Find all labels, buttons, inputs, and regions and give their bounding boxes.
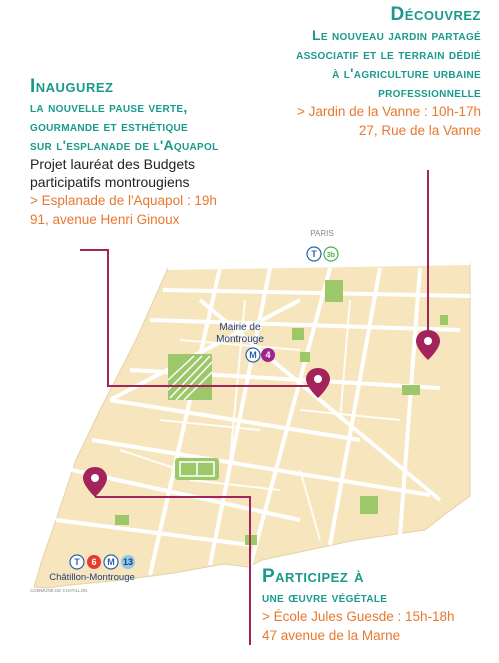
chatillon-label: Châtillon-Montrouge [49,572,135,583]
svg-text:6: 6 [91,557,97,567]
svg-text:13: 13 [122,557,134,567]
participez-line: une œuvre végétale [262,589,388,605]
inaugurez-line-1: la nouvelle pause verte, [30,99,188,115]
decouvrez-place: > Jardin de la Vanne : 10h-17h [296,104,481,119]
decouvrez-heading: Découvrez [390,4,481,25]
decouvrez-line-2: associatif et le terrain dédié [296,46,481,62]
inaugurez-project-2: participatifs montrougiens [30,174,190,190]
decouvrez-line-3: à l'agriculture urbaine [332,65,481,81]
inaugurez-line-3: sur l'esplanade de l'Aquapol [30,137,219,153]
tram-letter-top: T [311,249,317,259]
svg-text:M: M [107,557,115,567]
inaugurez-place: > Esplanade de l'Aquapol : 19h [30,193,217,208]
inaugurez-project-1: Projet lauréat des Budgets [30,156,195,172]
decouvrez-line-4: professionnelle [378,84,481,100]
inaugurez-heading: Inaugurez [30,76,114,97]
participez-place: > École Jules Guesde : 15h-18h [262,609,455,624]
commune-chatillon-label: COMMUNE DE CHATILLON [30,588,88,593]
inaugurez-block [30,76,300,229]
svg-text:4: 4 [265,350,271,360]
paris-label: PARIS [310,229,334,238]
tram-line-3b: 3b [326,252,336,259]
decouvrez-line-1: Le nouveau jardin partagé [311,27,481,43]
svg-text:T: T [74,557,80,567]
inaugurez-line-2: gourmande et esthétique [30,118,189,134]
inaugurez-address: 91, avenue Henri Ginoux [30,212,180,227]
participez-block [262,566,492,645]
decouvrez-address: 27, Rue de la Vanne [358,123,481,138]
participez-heading: Participez à [262,566,364,587]
transit-top [307,247,338,261]
participez-address: 47 avenue de la Marne [262,628,401,643]
svg-text:M: M [249,350,257,360]
mairie-label-1: Mairie de [219,322,261,333]
mairie-label-2: Montrouge [216,334,264,345]
